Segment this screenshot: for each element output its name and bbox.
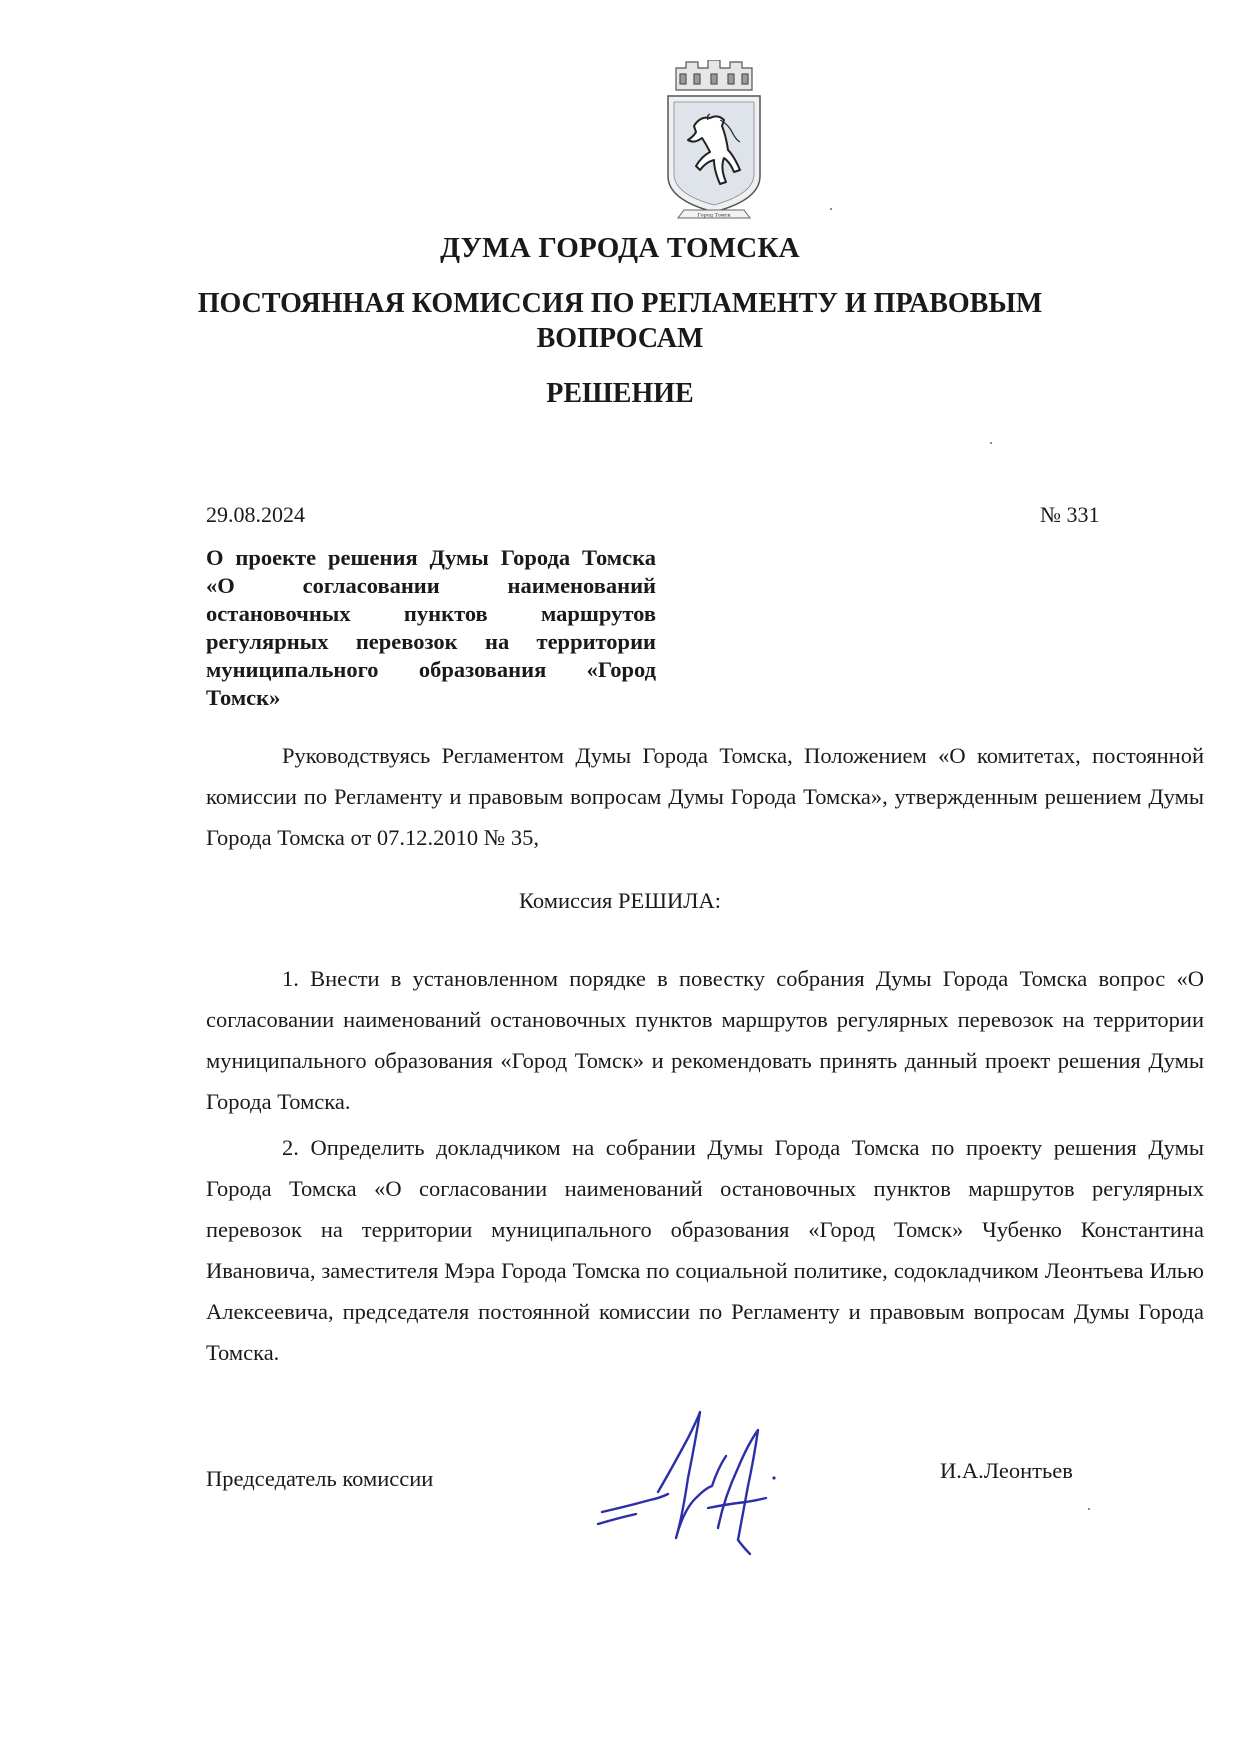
- signatory-name: И.А.Леонтьев: [940, 1458, 1073, 1483]
- commission-title-line2: ВОПРОСАМ: [536, 323, 704, 354]
- commission-title: [0, 286, 1240, 356]
- commission-title-line1: ПОСТОЯННАЯ КОМИССИЯ ПО РЕГЛАМЕНТУ И ПРАВОВЫМ: [197, 288, 1043, 319]
- scan-speck: [1088, 1508, 1090, 1510]
- decision-item-1: [206, 958, 1204, 1122]
- decision-item-1-text: 1. Внести в установленном порядке в повестку собрания Думы Города Томска вопрос «О согласовании наименований остановочных пунктов маршрутов регулярных перевозок на территории муниципального образования «Город Томск» и рекомендовать принять данный проект решения Думы Города Томска.: [206, 966, 1204, 1114]
- scan-speck: [830, 208, 832, 210]
- emblem-ribbon-text: Город Томск: [697, 212, 731, 219]
- organization-title: ДУМА ГОРОДА ТОМСКА: [440, 232, 800, 264]
- preamble-paragraph: [206, 735, 1204, 858]
- document-type: РЕШЕНИЕ: [546, 378, 694, 409]
- handwritten-signature-icon: [588, 1408, 808, 1558]
- decision-number: № 331: [1040, 502, 1100, 527]
- preamble-text: Руководствуясь Регламентом Думы Города Томска, Положением «О комитетах, постоянной комиссии по Регламенту и правовым вопросам Думы Города Томска», утвержденным решением Думы Города Томска от 07.12.2010 № 35,: [206, 743, 1204, 850]
- decision-subject: О проекте решения Думы Города Томска «О согласовании наименований остановочных пунктов маршрутов регулярных перевозок на территории муниципального образования «Город Томск»: [206, 545, 656, 710]
- signatory-position: Председатель комиссии: [206, 1466, 434, 1491]
- scan-speck: [990, 442, 992, 444]
- decision-item-2-text: 2. Определить докладчиком на собрании Думы Города Томска по проекту решения Думы Города Томска «О согласовании наименований остановочных пунктов маршрутов регулярных перевозок на территории муниципального образования «Город Томск» Чубенко Константина Ивановича, заместителя Мэра Города Томска по социальной политике, содокладчиком Леонтьева Илью Алексеевича, председателя постоянной комиссии по Регламенту и правовым вопросам Думы Города Томска.: [206, 1135, 1204, 1365]
- decision-item-2: [206, 1127, 1204, 1373]
- city-emblem-icon: [654, 60, 774, 222]
- resolved-heading: Комиссия РЕШИЛА:: [519, 888, 721, 913]
- decision-date: 29.08.2024: [206, 502, 305, 527]
